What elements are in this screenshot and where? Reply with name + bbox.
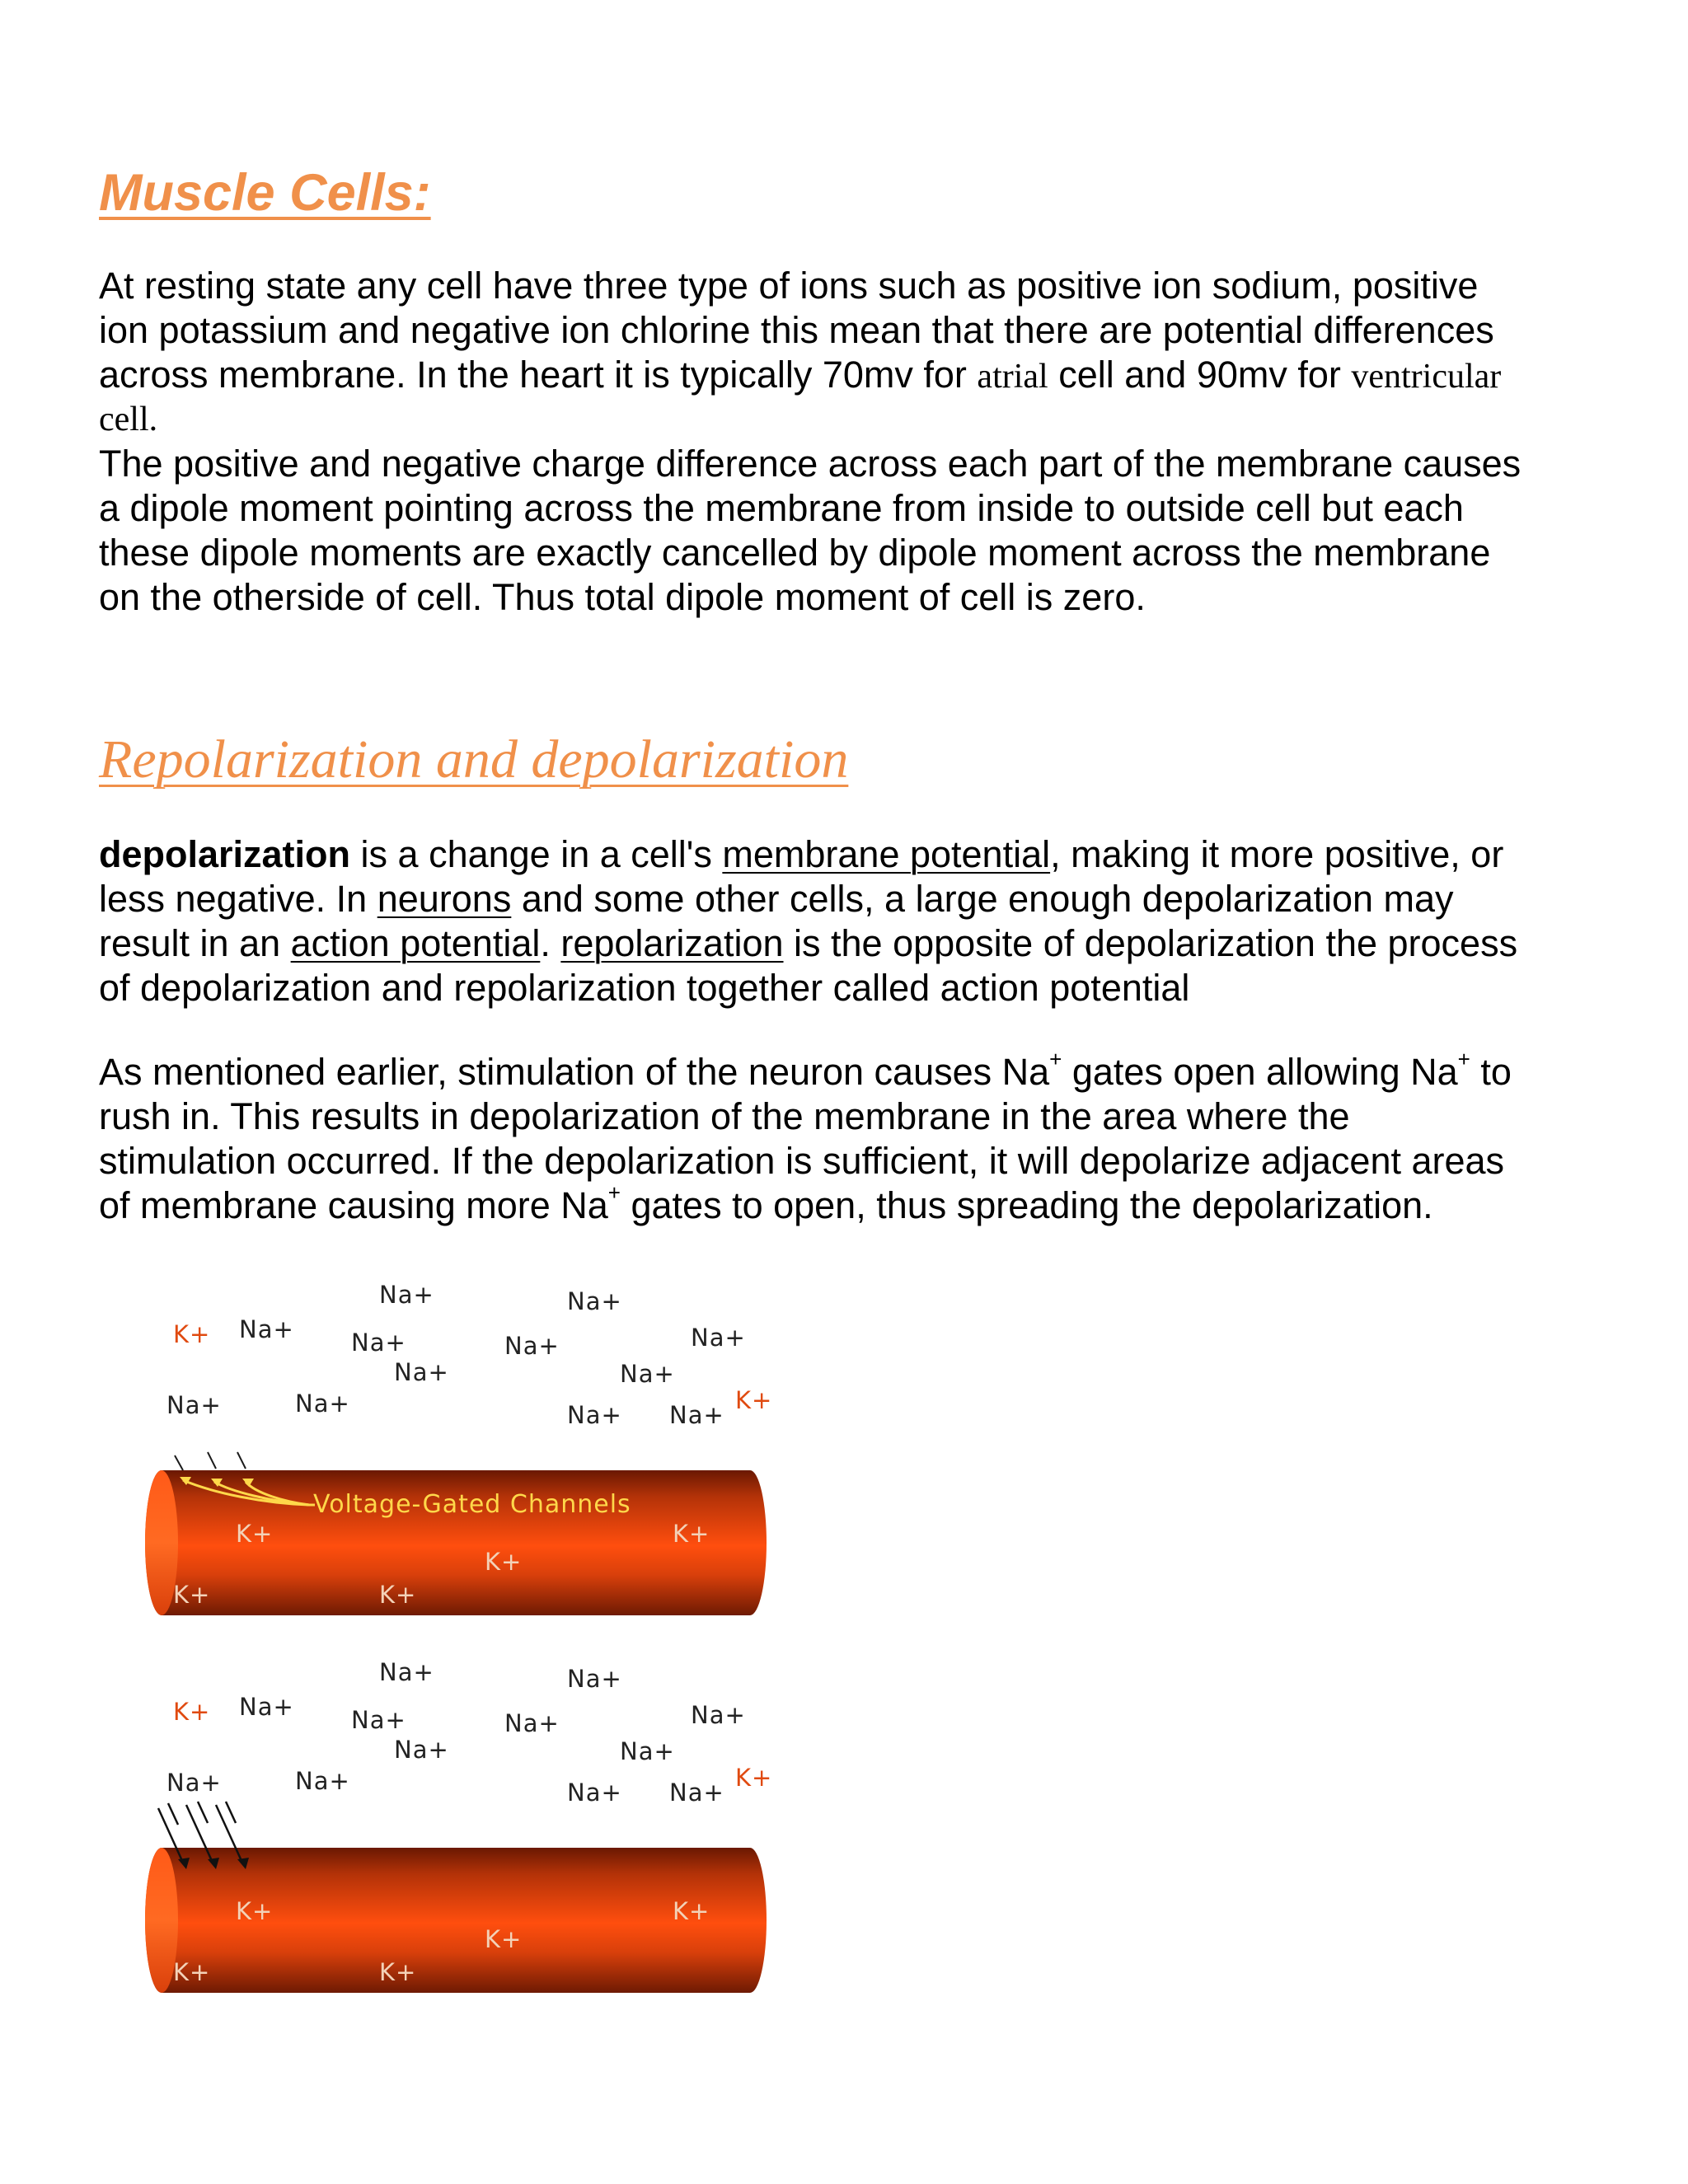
para2-line4: on the otherside of cell. Thus total dipole moment of cell is zero.	[99, 576, 1146, 618]
sodium-ion: Na+	[295, 1767, 350, 1795]
para4-line2: rush in. This results in depolarization of the membrane in the area where the	[99, 1095, 1350, 1137]
sodium-ion: Na+	[504, 1332, 560, 1360]
voltage-gated-channels-label: Voltage-Gated Channels	[313, 1490, 631, 1519]
depolarization-figure	[140, 1269, 783, 2011]
sodium-ion: Na+	[295, 1390, 350, 1418]
sodium-ion: Na+	[567, 1401, 622, 1429]
link-repolarization[interactable]: repolarization	[560, 922, 784, 964]
sodium-ion: Na+	[351, 1706, 406, 1734]
figure-panel-closed-channels	[140, 1269, 783, 1624]
potassium-ion: K+	[735, 1764, 773, 1792]
sodium-ion: Na+	[691, 1701, 746, 1729]
para2-line3: these dipole moments are exactly cancelled by dipole moment across the membrane	[99, 532, 1491, 574]
para1-line4: cell.	[99, 401, 158, 438]
potassium-ion-inside: K+	[673, 1897, 710, 1925]
potassium-ion-inside: K+	[485, 1548, 523, 1576]
sodium-ion: Na+	[166, 1391, 222, 1419]
potassium-ion-inside: K+	[379, 1581, 417, 1609]
heading-repolarization: Repolarization and depolarization	[99, 729, 849, 790]
para2-line2: a dipole moment pointing across the membrane from inside to outside cell but each	[99, 487, 1464, 529]
para1-line2: ion potassium and negative ion chlorine this mean that there are potential differences	[99, 309, 1494, 351]
potassium-ion-inside: K+	[485, 1925, 523, 1953]
sodium-ion: Na+	[394, 1358, 449, 1386]
sodium-ion: Na+	[567, 1779, 622, 1807]
sodium-ion: Na+	[166, 1769, 222, 1797]
sodium-ion: Na+	[394, 1736, 449, 1764]
sodium-ion: Na+	[379, 1658, 434, 1686]
potassium-ion-inside: K+	[236, 1520, 274, 1548]
sodium-ion: Na+	[620, 1360, 675, 1388]
potassium-ion-inside: K+	[379, 1958, 417, 1986]
sodium-ion: Na+	[239, 1693, 294, 1721]
sodium-ion: Na+	[669, 1779, 724, 1807]
para4-line1: As mentioned earlier, stimulation of the neuron causes Na+ gates open allowing Na+ to	[99, 1047, 1512, 1093]
sodium-ion: Na+	[567, 1665, 622, 1693]
para1-line3: across membrane. In the heart it is typically 70mv for atrial cell and 90mv for ventricular	[99, 354, 1502, 396]
link-action-potential[interactable]: action potential	[290, 922, 541, 964]
sodium-ion: Na+	[567, 1287, 622, 1315]
sodium-influx-arrows	[140, 1647, 783, 2001]
term-depolarization: depolarization	[99, 833, 351, 875]
sodium-ion: Na+	[620, 1737, 675, 1765]
para3-line2: less negative. In neurons and some other cells, a large enough depolarization may	[99, 878, 1454, 920]
heading-muscle-cells: Muscle Cells:	[99, 164, 431, 222]
potassium-ion: K+	[173, 1320, 211, 1348]
link-membrane-potential[interactable]: membrane potential	[722, 833, 1051, 875]
link-neurons[interactable]: neurons	[377, 878, 512, 920]
sodium-ion: Na+	[239, 1315, 294, 1343]
para3-line1: depolarization is a change in a cell's membrane potential, making it more positive, or	[99, 833, 1504, 875]
sodium-ion: Na+	[379, 1281, 434, 1309]
para4-line4: of membrane causing more Na+ gates to open, thus spreading the depolarization.	[99, 1180, 1433, 1226]
para3-line4: of depolarization and repolarization together called action potential	[99, 967, 1190, 1009]
sodium-ion: Na+	[669, 1401, 724, 1429]
potassium-ion-inside: K+	[236, 1897, 274, 1925]
para3-line3: result in an action potential. repolarization is the opposite of depolarization the process	[99, 922, 1518, 964]
para2-line1: The positive and negative charge difference across each part of the membrane causes	[99, 443, 1522, 485]
sodium-ion: Na+	[504, 1709, 560, 1737]
sodium-ion: Na+	[691, 1324, 746, 1352]
potassium-ion-inside: K+	[173, 1581, 211, 1609]
potassium-ion: K+	[173, 1698, 211, 1726]
potassium-ion-inside: K+	[673, 1520, 710, 1548]
para1-line1: At resting state any cell have three type of ions such as positive ion sodium, positive	[99, 265, 1479, 307]
para4-line3: stimulation occurred. If the depolarization is sufficient, it will depolarize adjacent areas	[99, 1140, 1505, 1182]
potassium-ion: K+	[735, 1386, 773, 1414]
sodium-ion: Na+	[351, 1329, 406, 1357]
figure-panel-open-channels	[140, 1647, 783, 2001]
potassium-ion-inside: K+	[173, 1958, 211, 1986]
voltage-gated-channel-pointer	[140, 1269, 783, 1624]
